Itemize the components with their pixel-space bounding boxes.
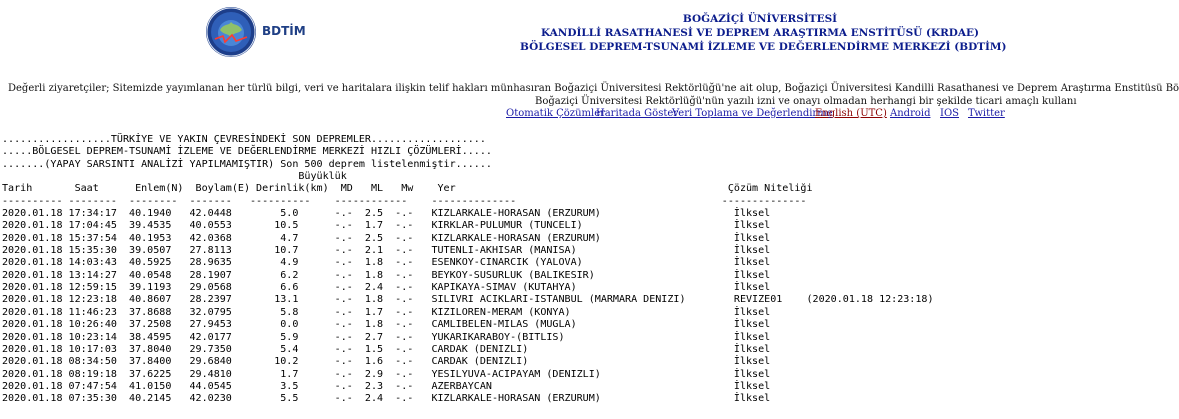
nav-links <box>0 108 1005 122</box>
table-row: 2020.01.18 08:19:18 37.6225 29.4810 1.7 -.- 2.9 -.- YESILYUVA-ACIPAYAM (DENIZLI) İlksel <box>2 368 771 380</box>
table-row: 2020.01.18 10:17:03 37.8040 29.7350 5.4 -.- 1.5 -.- CARDAK (DENIZLI) İlksel <box>2 343 771 355</box>
link-haritada-goster[interactable]: Haritada Göster <box>596 108 679 119</box>
table-row: 2020.01.18 17:04:45 39.4535 40.0553 10.5 -.- 1.7 -.- KIRKLAR-PULUMUR (TUNCELI) İlksel <box>2 220 771 232</box>
table-row: 2020.01.18 12:23:18 40.8607 28.2397 13.1 -.- 1.8 -.- SILIVRI ACIKLARI-ISTANBUL (MARMARA DENIZI) REVIZE01 (2020.01.18 12:23:18) <box>2 294 934 306</box>
link-twitter[interactable]: Twitter <box>968 108 1005 119</box>
center-name: BÖLGESEL DEPREM-TSUNAMİ İZLEME VE DEĞERLENDİRME MERKEZİ (BDTİM) <box>520 41 1007 53</box>
link-veri-toplama[interactable]: Veri Toplama ve Değerlendirme <box>672 108 833 119</box>
table-row: 2020.01.18 15:37:54 40.1953 42.0368 4.7 -.- 2.5 -.- KIZLARKALE-HORASAN (ERZURUM) İlksel <box>2 232 771 244</box>
table-row: 2020.01.18 07:35:30 40.2145 42.0230 5.5 -.- 2.4 -.- KIZLARKALE-HORASAN (ERZURUM) İlksel <box>2 393 771 405</box>
magnitude-header: Büyüklük <box>2 171 347 183</box>
institution-title <box>520 12 1007 54</box>
table-row: 2020.01.18 11:46:23 37.8688 32.0795 5.8 -.- 1.7 -.- KIZILOREN-MERAM (KONYA) İlksel <box>2 306 771 318</box>
institute-name: KANDİLLİ RASATHANESİ VE DEPREM ARAŞTIRMA ENSTİTÜSÜ (KRDAE) <box>540 27 980 39</box>
link-android[interactable]: Android <box>890 108 931 119</box>
header-divider: ---------- -------- -------- ------- ---------- ------------ -------------- -------------- <box>2 195 807 207</box>
link-otomatik-cozumler[interactable]: Otomatik Çözümler <box>506 108 605 119</box>
column-header: Tarih Saat Enlem(N) Boylam(E) Derinlik(km) MD ML Mw Yer Çözüm Niteliği <box>2 183 813 195</box>
table-row: 2020.01.18 07:47:54 41.0150 44.0545 3.5 -.- 2.3 -.- AZERBAYCAN İlksel <box>2 380 771 392</box>
listing-banner-3: .......(YAPAY SARSINTI ANALİZİ YAPILMAMIŞTIR) Son 500 deprem listelenmiştir...... <box>2 158 492 170</box>
bdtim-logo-icon[interactable] <box>205 6 257 58</box>
table-row: 2020.01.18 08:34:50 37.8400 29.6840 10.2 -.- 1.6 -.- CARDAK (DENIZLI) İlksel <box>2 356 771 368</box>
table-row: 2020.01.18 12:59:15 39.1193 29.0568 6.6 -.- 2.4 -.- KAPIKAYA-SIMAV (KUTAHYA) İlksel <box>2 282 771 294</box>
notice-line-2: Boğaziçi Üniversitesi Rektörlüğü'nün yazılı izni ve onayı olmadan herhangi bir şekilde ticari amaçlı kullanı <box>535 96 1077 107</box>
notice-line-1: Değerli ziyaretçiler; Sitemizde yayımlanan her türlü bilgi, veri ve haritalara ilişkin telif hakları münhasıran Boğaziçi Üniversitesi Rektörlüğü'ne ait olup, Boğaziçi Üniversitesi Kandilli Rasathanesi ve Deprem Araştırma Enstitüsü Bö <box>8 83 1179 94</box>
table-row: 2020.01.18 14:03:43 40.5925 28.9635 4.9 -.- 1.8 -.- ESENKOY-CINARCIK (YALOVA) İlksel <box>2 257 771 269</box>
link-ios[interactable]: IOS <box>940 108 959 119</box>
earthquake-listing <box>2 134 934 406</box>
table-row: 2020.01.18 13:14:27 40.0548 28.1907 6.2 -.- 1.8 -.- BEYKOY-SUSURLUK (BALIKESIR) İlksel <box>2 269 771 281</box>
university-name: BOĞAZİÇİ ÜNİVERSİTESİ <box>682 13 838 25</box>
table-row: 2020.01.18 15:35:30 39.0507 27.8113 10.7 -.- 2.1 -.- TUTENLI-AKHISAR (MANISA) İlksel <box>2 245 771 257</box>
link-english-utc[interactable]: English (UTC) <box>815 108 887 119</box>
listing-banner-1: ..................TÜRKİYE VE YAKIN ÇEVRESİNDEKİ SON DEPREMLER................... <box>2 134 486 145</box>
table-row: 2020.01.18 10:26:40 37.2508 27.9453 0.0 -.- 1.8 -.- CAMLIBELEN-MILAS (MUGLA) İlksel <box>2 319 771 331</box>
table-row: 2020.01.18 10:23:14 38.4595 42.0177 5.9 -.- 2.7 -.- YUKARIKARABOY-(BITLIS) İlksel <box>2 331 771 343</box>
logo-wordmark: BDTİM <box>262 24 306 38</box>
listing-banner-2: .....BÖLGESEL DEPREM-TSUNAMİ İZLEME VE DEĞERLENDİRME MERKEZİ HIZLI ÇÖZÜMLERİ..... <box>2 146 492 158</box>
site-header <box>0 0 1007 66</box>
table-row: 2020.01.18 17:34:17 40.1940 42.0448 5.0 -.- 2.5 -.- KIZLARKALE-HORASAN (ERZURUM) İlksel <box>2 208 771 220</box>
